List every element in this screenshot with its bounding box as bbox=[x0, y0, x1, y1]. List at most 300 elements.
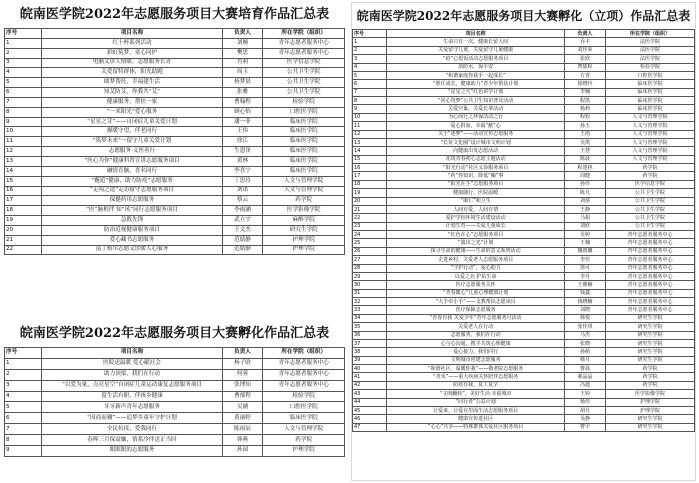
cell-leader: 刘晓 bbox=[565, 306, 606, 314]
cell-college: 口腔医学院 bbox=[263, 402, 345, 413]
cell-leader: 王伟 bbox=[222, 127, 263, 137]
cell-college: 临床医学院 bbox=[606, 97, 695, 105]
header-leader: 负责人 bbox=[222, 29, 263, 39]
cell-college: 药学院 bbox=[263, 196, 345, 206]
cell-leader: 曹宇 bbox=[565, 423, 606, 431]
table-row bbox=[5, 127, 345, 137]
cell-college: 护理学院 bbox=[263, 245, 345, 255]
cell-index: 9 bbox=[5, 446, 42, 457]
table-row bbox=[5, 68, 345, 78]
cell-leader: 吴涵 bbox=[222, 402, 263, 413]
cell-index: 28 bbox=[353, 264, 387, 272]
cell-project-name: 以爱之名 护佑生命 bbox=[387, 272, 565, 280]
cell-college: 法医学院 bbox=[606, 38, 695, 46]
cell-leader: 郝晶晶 bbox=[565, 373, 606, 381]
cell-project-name: 探寻生命的健康——生命的意义系列活动 bbox=[387, 247, 565, 255]
cell-index: 44 bbox=[353, 398, 387, 406]
table-row bbox=[353, 256, 695, 264]
cell-index: 14 bbox=[5, 166, 42, 176]
cell-college: 研究生学院 bbox=[606, 348, 695, 356]
cell-leader: 范婧静 bbox=[222, 235, 263, 245]
cell-leader: 何蓉 bbox=[222, 369, 263, 380]
cell-project-name: “和谐家庭你我手一起成长” bbox=[387, 71, 565, 79]
cell-index: 20 bbox=[5, 225, 42, 235]
cell-leader: 吴凯 bbox=[565, 138, 606, 146]
table-row bbox=[5, 225, 345, 235]
table-row bbox=[353, 71, 695, 79]
header-index: 序号 bbox=[353, 30, 387, 38]
cell-leader: 钱鑫 bbox=[565, 289, 606, 297]
cell-project-name: “医心为你”健康科普宣讲志愿服务项目 bbox=[42, 156, 222, 166]
cell-index: 18 bbox=[5, 206, 42, 216]
cell-index: 41 bbox=[353, 373, 387, 381]
cell-leader: 刘婉 bbox=[222, 38, 263, 48]
table-row bbox=[353, 390, 695, 398]
cell-index: 19 bbox=[5, 216, 42, 226]
cell-leader: 黄林 bbox=[222, 156, 263, 166]
cell-project-name: 防治近视健康服务项目 bbox=[42, 225, 222, 235]
cell-index: 17 bbox=[353, 172, 387, 180]
cell-index: 23 bbox=[353, 222, 387, 230]
cell-college: 青年志愿者服务中心 bbox=[263, 369, 345, 380]
cell-project-name: “文明翻转”，美好生活·幸福城市 bbox=[387, 390, 565, 398]
cell-college: 人文与管理学院 bbox=[606, 130, 695, 138]
cell-college: 人文与管理学院 bbox=[263, 424, 345, 435]
cell-project-name: 关爱留守儿童，关爱留守儿童健康 bbox=[387, 46, 565, 54]
cell-college: 青年志愿者服务中心 bbox=[263, 380, 345, 391]
cell-leader: 周玉 bbox=[222, 68, 263, 78]
header-index: 序号 bbox=[5, 29, 42, 39]
cell-project-name: 人间有爱，人间有情 bbox=[387, 205, 565, 213]
cell-project-name: 握暖守望，伴老同行 bbox=[42, 127, 222, 137]
cell-project-name: 让爱来，让爱在里面生活志愿服务项目 bbox=[387, 406, 565, 414]
cell-college: 公共卫生学院 bbox=[263, 88, 345, 98]
table-row bbox=[5, 107, 345, 117]
cell-project-name: 圆梦帮托，幸福建生活 bbox=[42, 78, 222, 88]
cell-college: 医学影像学院 bbox=[606, 390, 695, 398]
cell-project-name: “阳光在手”志愿服务项目 bbox=[387, 180, 565, 188]
table-row bbox=[353, 113, 695, 121]
cell-project-name: “医”脑相伴 知“风”同行志愿服务项目 bbox=[42, 206, 222, 216]
cell-leader: 吴婷 bbox=[565, 231, 606, 239]
cell-leader: 王楠 bbox=[565, 239, 606, 247]
header-index: 序号 bbox=[5, 348, 42, 359]
cell-leader: 王雨 bbox=[565, 130, 606, 138]
table-row bbox=[5, 147, 345, 157]
cell-project-name: 助力顶梁，我们在行动 bbox=[42, 369, 222, 380]
cell-index: 35 bbox=[353, 323, 387, 331]
cell-college: 药学院 bbox=[606, 381, 695, 389]
cell-leader: 顾心怡 bbox=[222, 107, 263, 117]
cell-project-name: 健康随行，医院温暖 bbox=[387, 189, 565, 197]
table-row bbox=[353, 406, 695, 414]
cell-college: 青年志愿者服务中心 bbox=[263, 48, 345, 58]
cell-leader: 胡月 bbox=[565, 406, 606, 414]
cell-leader: 范婧静 bbox=[222, 245, 263, 255]
cell-project-name: 全民抗疫，爱我同行 bbox=[42, 424, 222, 435]
header-college: 所在学院（组织） bbox=[606, 30, 695, 38]
cell-college: 临床医学院 bbox=[263, 137, 345, 147]
cell-college: 研究生学院 bbox=[606, 331, 695, 339]
cell-index: 3 bbox=[5, 58, 42, 68]
cell-leader: 李雨涵 bbox=[222, 206, 263, 216]
table-row bbox=[353, 80, 695, 88]
cell-college: 青年志愿者服务中心 bbox=[606, 239, 695, 247]
table-row bbox=[5, 186, 345, 196]
header-project-name: 项目名称 bbox=[387, 30, 565, 38]
cell-leader: 张佳琪 bbox=[565, 323, 606, 331]
cell-leader: 樊思 bbox=[222, 48, 263, 58]
cell-leader: 孙玉 bbox=[565, 122, 606, 130]
cell-leader: 冯迪 bbox=[565, 381, 606, 389]
cell-project-name: 知艾防艾，你我共“艾” bbox=[42, 88, 222, 98]
table-row bbox=[353, 205, 695, 213]
cell-leader: 生恩泽 bbox=[222, 147, 263, 157]
cell-leader: 王静 bbox=[565, 205, 606, 213]
cell-college: 研究生学院 bbox=[606, 415, 695, 423]
cultivation-panel bbox=[4, 2, 345, 314]
cell-index: 19 bbox=[353, 189, 387, 197]
cell-leader: 徐晓玲 bbox=[565, 80, 606, 88]
table-row bbox=[353, 147, 695, 155]
table-row bbox=[353, 348, 695, 356]
cell-index: 22 bbox=[5, 245, 42, 255]
cell-college: 护理学院 bbox=[606, 398, 695, 406]
cell-index: 36 bbox=[353, 331, 387, 339]
cell-index: 10 bbox=[353, 113, 387, 121]
table-row bbox=[353, 323, 695, 331]
cell-project-name: 爱心捐血，幸福“献”心 bbox=[387, 122, 565, 130]
cell-index: 40 bbox=[353, 365, 387, 373]
cell-college: 人文与管理学院 bbox=[263, 186, 345, 196]
cell-project-name: 爱心藏书志愿服务 bbox=[42, 235, 222, 245]
cell-leader: 曹翰程 bbox=[222, 97, 263, 107]
cell-project-name: 志愿服务·义医善行 bbox=[42, 147, 222, 157]
table-row bbox=[353, 423, 695, 431]
table-row bbox=[353, 138, 695, 146]
cell-leader: 杨子晗 bbox=[222, 358, 263, 369]
table-row bbox=[353, 398, 695, 406]
cell-project-name: 保健药用志愿服务 bbox=[42, 196, 222, 206]
cell-project-name: 生命只有一次，健康长留人间 bbox=[387, 38, 565, 46]
incubation-title: 皖南医学院2022年志愿服务项目大赛孵化作品汇总表 bbox=[19, 326, 330, 341]
cell-index: 39 bbox=[353, 356, 387, 364]
table-row bbox=[5, 435, 345, 446]
header-leader: 负责人 bbox=[565, 30, 606, 38]
cell-leader: 马杰 bbox=[565, 331, 606, 339]
cell-project-name: 向健康出发志愿活动 bbox=[387, 147, 565, 155]
table-row bbox=[353, 331, 695, 339]
cell-college: 医学影像学院 bbox=[263, 206, 345, 216]
cell-project-name: “同行者”公益计划 bbox=[387, 398, 565, 406]
cell-index: 11 bbox=[5, 137, 42, 147]
table-row bbox=[353, 264, 695, 272]
cell-project-name: “大手牵小手”——支教帮扶志愿项目 bbox=[387, 298, 565, 306]
header-project-name: 项目名称 bbox=[42, 29, 222, 39]
cell-leader: 武立宇 bbox=[222, 216, 263, 226]
table-row bbox=[353, 306, 695, 314]
cell-college: 临床医学院 bbox=[263, 147, 345, 157]
header-college: 所在学院（组织） bbox=[263, 29, 345, 39]
cell-index: 21 bbox=[353, 205, 387, 213]
cell-college: 药学院 bbox=[606, 164, 695, 172]
cell-leader: 徐江 bbox=[222, 137, 263, 147]
cell-project-name: 心与心沟通，携手共筑心理健康 bbox=[387, 339, 565, 347]
table-row bbox=[5, 413, 345, 424]
cell-project-name: “药”你知识，降低“癫”事 bbox=[387, 172, 565, 180]
cell-index: 13 bbox=[353, 138, 387, 146]
table-row bbox=[353, 239, 695, 247]
cell-index: 7 bbox=[353, 88, 387, 96]
cell-college: 人文与管理学院 bbox=[606, 122, 695, 130]
cell-leader: 肖莉 bbox=[222, 58, 263, 68]
cell-leader: 孙佳 bbox=[565, 180, 606, 188]
cell-index: 18 bbox=[353, 180, 387, 188]
table-row bbox=[353, 415, 695, 423]
cell-index: 34 bbox=[353, 314, 387, 322]
cell-college: 医学信息学院 bbox=[606, 180, 695, 188]
table-row bbox=[5, 446, 345, 457]
table-row bbox=[5, 424, 345, 435]
cell-college: 护理学院 bbox=[606, 406, 695, 414]
cell-index: 22 bbox=[353, 214, 387, 222]
cell-index: 29 bbox=[353, 272, 387, 280]
cell-project-name: 志愿服务，我们在行动 bbox=[387, 331, 565, 339]
cell-index: 12 bbox=[5, 147, 42, 157]
cell-leader: 吴静 bbox=[565, 415, 606, 423]
cell-project-name: “阳光行动”社区义诊服务项目 bbox=[387, 164, 565, 172]
cell-index: 4 bbox=[5, 68, 42, 78]
cell-leader: 张晓 bbox=[565, 339, 606, 347]
table-row bbox=[353, 172, 695, 180]
cell-leader: 刘倩 bbox=[565, 197, 606, 205]
cell-project-name: 走进乡村，关爱老人志愿服务项目 bbox=[387, 256, 565, 264]
cell-index: 15 bbox=[353, 155, 387, 163]
cell-college: 检验学院 bbox=[263, 391, 345, 402]
cell-index: 38 bbox=[353, 348, 387, 356]
cell-college: 临床医学院 bbox=[606, 105, 695, 113]
table-row bbox=[353, 222, 695, 230]
cell-college: 人文与管理学院 bbox=[606, 138, 695, 146]
cell-project-name: “胜任成长，健康助力”青少年帮扶计划 bbox=[387, 80, 565, 88]
cell-index: 45 bbox=[353, 406, 387, 414]
cell-college: 人文与管理学院 bbox=[606, 147, 695, 155]
cell-project-name: 为心而行之环保活动之行 bbox=[387, 113, 565, 121]
cell-college: 临床医学院 bbox=[606, 88, 695, 96]
cell-college: 临床医学院 bbox=[263, 166, 345, 176]
cell-project-name: “演出之光”计划 bbox=[387, 239, 565, 247]
cell-index: 47 bbox=[353, 423, 387, 431]
cell-leader: 丁思玲 bbox=[222, 176, 263, 186]
table-row bbox=[353, 180, 695, 188]
cell-leader: 李喜宁 bbox=[222, 166, 263, 176]
table-row bbox=[5, 58, 345, 68]
table-row bbox=[353, 231, 695, 239]
cell-college: 青年志愿者服务中心 bbox=[606, 256, 695, 264]
cell-project-name: 防疫有我，复工复学 bbox=[387, 381, 565, 389]
cell-college: 法医学院 bbox=[606, 55, 695, 63]
cell-index: 8 bbox=[5, 435, 42, 446]
table-row bbox=[5, 78, 345, 88]
cell-project-name: 电脑义诊人情暖，志愿服务长青 bbox=[42, 58, 222, 68]
cell-project-name: 医疗志愿服务关怀 bbox=[387, 281, 565, 289]
cell-leader: 陈凡 bbox=[565, 189, 606, 197]
table-header-row bbox=[353, 30, 695, 38]
table-row bbox=[353, 381, 695, 389]
cell-leader: 李丹 bbox=[565, 272, 606, 280]
cell-index: 1 bbox=[353, 38, 387, 46]
cell-college: 口腔医学院 bbox=[263, 107, 345, 117]
table-row bbox=[5, 206, 345, 216]
cell-project-name: 春晖三月保益嫌，情系冷伴送正当时 bbox=[42, 435, 222, 446]
cell-project-name: “青春有我 关爱少年”青年志愿服务月活动 bbox=[387, 314, 565, 322]
cell-college: 药学院 bbox=[263, 435, 345, 446]
table-row bbox=[5, 216, 345, 226]
cell-college: 临床医学院 bbox=[263, 413, 345, 424]
cell-index: 16 bbox=[5, 186, 42, 196]
cell-leader: 钱晓楠 bbox=[565, 298, 606, 306]
cell-index: 37 bbox=[353, 339, 387, 347]
table-row bbox=[353, 105, 695, 113]
cell-project-name: 医院送温暖 爱心献社会 bbox=[42, 358, 222, 369]
cell-project-name: 留生活有职，伴孩乡健康 bbox=[42, 391, 222, 402]
cell-project-name: “康仁”和卫生 bbox=[387, 197, 565, 205]
cell-project-name: 融情育脑，喜名同行 bbox=[42, 166, 222, 176]
cell-project-name: 爱心接力，我们同行 bbox=[387, 348, 565, 356]
table-row bbox=[353, 365, 695, 373]
cell-index: 32 bbox=[353, 298, 387, 306]
cell-leader: 王文杰 bbox=[222, 225, 263, 235]
cell-college: 研究生学院 bbox=[606, 356, 695, 364]
table-row bbox=[353, 272, 695, 280]
cell-college: 青年志愿者服务中心 bbox=[263, 38, 345, 48]
cell-index: 31 bbox=[353, 289, 387, 297]
table-row bbox=[5, 235, 345, 245]
cell-college: 人文与管理学院 bbox=[606, 113, 695, 121]
cell-index: 5 bbox=[5, 402, 42, 413]
table-row bbox=[353, 356, 695, 364]
cell-college: 研究生学院 bbox=[606, 314, 695, 322]
cell-index: 2 bbox=[5, 369, 42, 380]
cell-college: 护理学院 bbox=[263, 235, 345, 245]
cell-college: 药学院 bbox=[606, 172, 695, 180]
cell-index: 16 bbox=[353, 164, 387, 172]
table-row bbox=[5, 380, 345, 391]
cell-index: 9 bbox=[5, 117, 42, 127]
cell-leader: 乔丰 bbox=[565, 38, 606, 46]
cell-leader: 曹晨 bbox=[565, 365, 606, 373]
cell-index: 8 bbox=[353, 97, 387, 105]
cell-college: 研究生学院 bbox=[606, 323, 695, 331]
table-row bbox=[353, 197, 695, 205]
incubation-panel bbox=[4, 320, 345, 481]
incubation-table bbox=[4, 347, 345, 457]
table-row bbox=[5, 196, 345, 206]
cell-index: 33 bbox=[353, 306, 387, 314]
cell-leader: 张欣 bbox=[565, 55, 606, 63]
cell-leader: 蔡云 bbox=[222, 196, 263, 206]
cell-index: 25 bbox=[353, 239, 387, 247]
table-row bbox=[353, 46, 695, 54]
cell-index: 4 bbox=[353, 63, 387, 71]
cell-index: 46 bbox=[353, 415, 387, 423]
cell-leader: 王婷 bbox=[565, 390, 606, 398]
table-row bbox=[5, 156, 345, 166]
cell-college: 检验学院 bbox=[606, 63, 695, 71]
header-college: 所在学院（组织） bbox=[263, 348, 345, 359]
cell-project-name: 急救先锋 bbox=[42, 216, 222, 226]
cell-college: 护理学院 bbox=[263, 446, 345, 457]
table-row bbox=[5, 137, 345, 147]
table-row bbox=[353, 298, 695, 306]
cell-index: 9 bbox=[353, 105, 387, 113]
cell-college: 青年志愿者服务中心 bbox=[263, 358, 345, 369]
cell-project-name: 南丁格尔志愿义诊暖人心服务 bbox=[42, 245, 222, 255]
cell-college: 公共卫生学院 bbox=[606, 205, 695, 213]
table-row bbox=[5, 117, 345, 127]
cell-index: 2 bbox=[5, 48, 42, 58]
cell-leader: 韩悦 bbox=[565, 314, 606, 322]
table-row bbox=[5, 97, 345, 107]
cell-project-name: 花筑青春初心志愿主题活动 bbox=[387, 155, 565, 163]
table-row bbox=[5, 48, 345, 58]
cell-project-name: “青春暖心”儿童心理健康计划 bbox=[387, 289, 565, 297]
cell-project-name: “星星之火”红色讲学计划 bbox=[387, 88, 565, 96]
table-row bbox=[353, 122, 695, 130]
cell-leader: 王雅楠 bbox=[565, 281, 606, 289]
table-row bbox=[353, 314, 695, 322]
cell-project-name: “筑梦未来”一留守儿童关爱计划 bbox=[42, 137, 222, 147]
cell-leader: 李佳 bbox=[565, 256, 606, 264]
cell-project-name: 爱护学校环境生活建设活动 bbox=[387, 214, 565, 222]
cell-leader: 马娟 bbox=[565, 214, 606, 222]
cell-college: 青年志愿者服务中心 bbox=[606, 298, 695, 306]
cell-index: 7 bbox=[5, 97, 42, 107]
cell-college: 公共卫生学院 bbox=[606, 214, 695, 222]
table-row bbox=[353, 164, 695, 172]
table-row bbox=[5, 166, 345, 176]
table-row bbox=[353, 281, 695, 289]
cell-college: 临床医学院 bbox=[263, 156, 345, 166]
cell-index: 14 bbox=[353, 147, 387, 155]
cell-project-name: “邂逅”健康，助力防疫”志愿服务 bbox=[42, 176, 222, 186]
cell-index: 1 bbox=[5, 358, 42, 369]
cell-leader: 程程 bbox=[565, 113, 606, 121]
table-row bbox=[353, 214, 695, 222]
cell-project-name: “给”心愿饭活动志愿服务项目 bbox=[387, 55, 565, 63]
table-row bbox=[353, 189, 695, 197]
cell-index: 10 bbox=[5, 127, 42, 137]
cell-project-name: 关爱空巢，关爱长辈活动 bbox=[387, 105, 565, 113]
cell-project-name: 关爱留特群体，阳光助跑 bbox=[42, 68, 222, 78]
cell-index: 42 bbox=[353, 381, 387, 389]
cell-index: 3 bbox=[353, 55, 387, 63]
cell-college: 青年志愿者服务中心 bbox=[606, 306, 695, 314]
cell-index: 27 bbox=[353, 256, 387, 264]
cell-project-name: 文明城市创建志愿服务 bbox=[387, 356, 565, 364]
table-header-row bbox=[5, 29, 345, 39]
cell-index: 43 bbox=[353, 390, 387, 398]
establishment-panel bbox=[351, 2, 696, 481]
cell-college: 青年志愿者服务中心 bbox=[606, 264, 695, 272]
cell-leader: 杨莉 bbox=[565, 105, 606, 113]
cell-leader: 王慧 bbox=[565, 147, 606, 155]
cell-index: 5 bbox=[353, 71, 387, 79]
establishment-title: 皖南医学院2022年志愿服务项目大赛孵化（立项）作品汇总表 bbox=[356, 9, 691, 23]
table-row bbox=[5, 358, 345, 369]
cell-project-name: 健康宣传进社区 bbox=[387, 415, 565, 423]
cell-leader: 刘欣 bbox=[565, 222, 606, 230]
